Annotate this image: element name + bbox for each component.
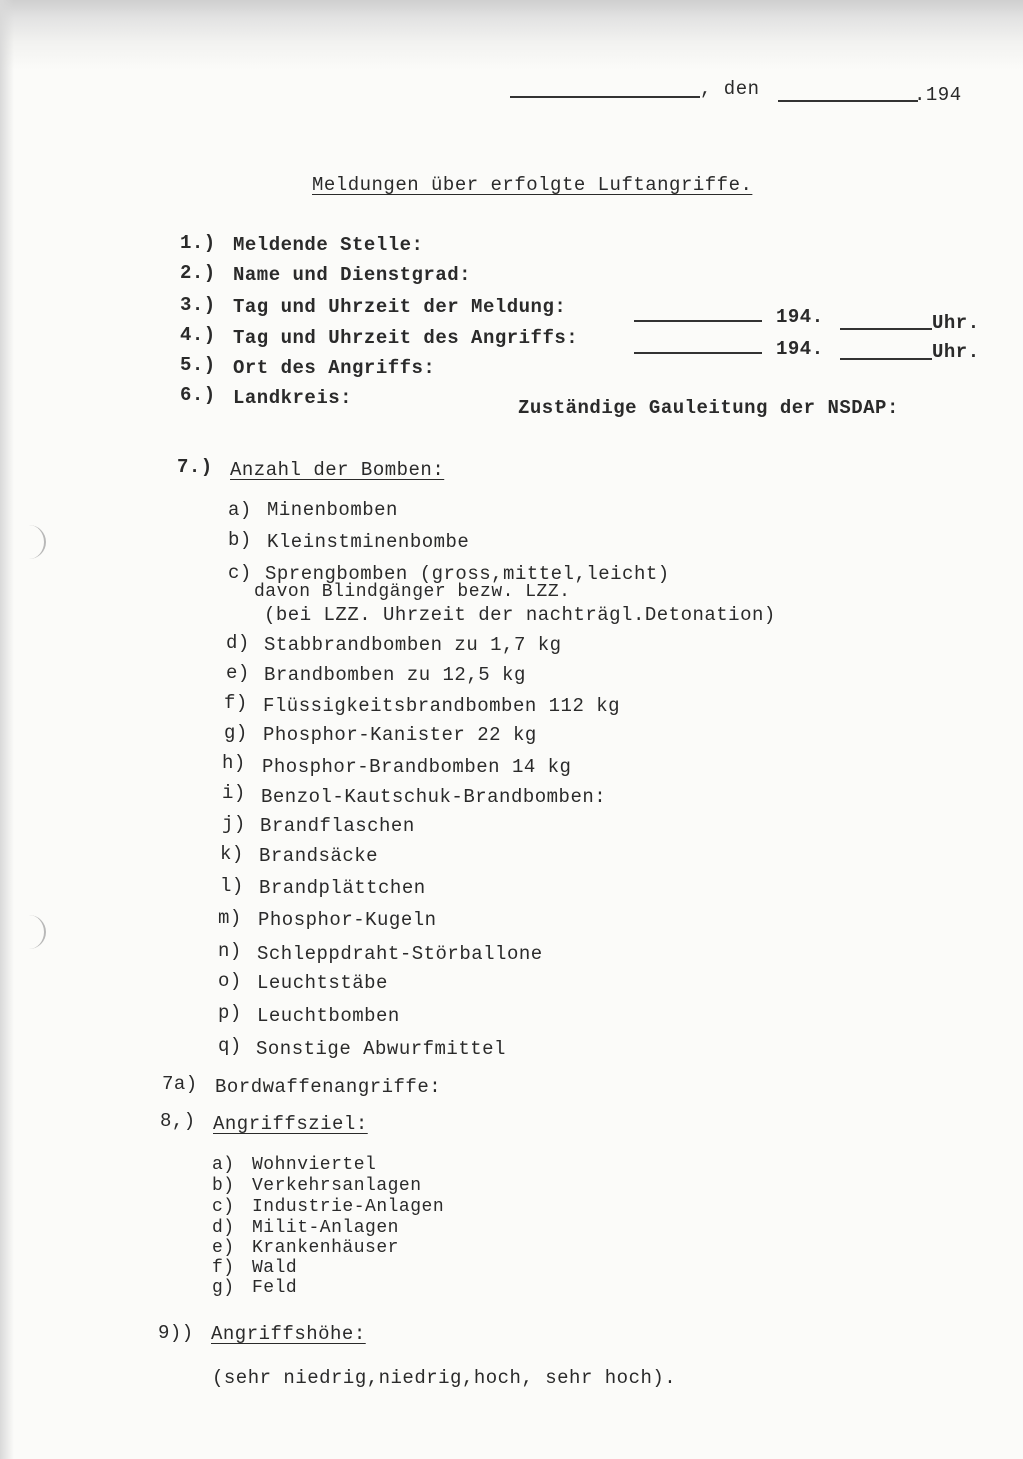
item-4-label: Tag und Uhrzeit des Angriffs:: [233, 327, 579, 349]
bomb-o-text: Leuchtstäbe: [257, 972, 388, 994]
item-5-number: 5.): [180, 354, 216, 376]
bomb-d-text: Stabbrandbomben zu 1,7 kg: [264, 634, 562, 656]
bomb-i-key: i): [222, 782, 246, 804]
item-8-label: Angriffsziel:: [213, 1113, 368, 1135]
target-a-key: a): [212, 1155, 235, 1175]
angriff-year: 194.: [776, 338, 824, 360]
item-8-number: 8,): [160, 1110, 196, 1132]
target-e-text: Krankenhäuser: [252, 1238, 399, 1258]
bomb-a-key: a): [228, 499, 252, 521]
target-e-key: e): [212, 1238, 235, 1258]
angriff-date-blank[interactable]: [634, 352, 762, 354]
bomb-h-text: Phosphor-Brandbomben 14 kg: [262, 756, 572, 778]
den-label: , den: [700, 78, 760, 100]
bomb-g-key: g): [224, 722, 248, 744]
target-g-text: Feld: [252, 1278, 298, 1298]
item-9-label: Angriffshöhe:: [211, 1323, 366, 1345]
target-d-text: Milit-Anlagen: [252, 1218, 399, 1238]
angriff-time-blank[interactable]: [840, 358, 932, 360]
bomb-h-key: h): [222, 752, 246, 774]
bomb-c-sub2: (bei LZZ. Uhrzeit der nachträgl.Detonation): [264, 604, 776, 626]
bomb-q-key: q): [218, 1035, 242, 1057]
scan-shadow: [0, 0, 1023, 70]
bomb-k-text: Brandsäcke: [259, 845, 379, 867]
meldung-uhr: Uhr.: [932, 312, 980, 334]
item-9-number: 9)): [158, 1322, 194, 1344]
bomb-e-key: e): [226, 662, 250, 684]
target-c-key: c): [212, 1197, 235, 1217]
page-title: Meldungen über erfolgte Luftangriffe.: [312, 174, 753, 196]
gauleitung-label: Zuständige Gauleitung der NSDAP:: [518, 397, 899, 419]
item-6-number: 6.): [180, 384, 216, 406]
bomb-i-text: Benzol-Kautschuk-Brandbomben:: [261, 786, 607, 808]
bomb-a-text: Minenbomben: [267, 499, 398, 521]
target-g-key: g): [212, 1278, 235, 1298]
target-d-key: d): [212, 1218, 235, 1238]
bomb-m-text: Phosphor-Kugeln: [258, 909, 437, 931]
angriffshoehe-options: (sehr niedrig,niedrig,hoch, sehr hoch).: [212, 1367, 677, 1389]
bomb-p-text: Leuchtbomben: [257, 1005, 400, 1027]
bomb-l-key: l): [220, 875, 244, 897]
meldung-time-blank[interactable]: [840, 328, 932, 330]
bomb-d-key: d): [226, 632, 250, 654]
target-b-text: Verkehrsanlagen: [252, 1176, 422, 1196]
item-2-label: Name und Dienstgrad:: [233, 264, 472, 286]
item-3-label: Tag und Uhrzeit der Meldung:: [233, 296, 567, 318]
bomb-j-text: Brandflaschen: [260, 815, 415, 837]
bomb-j-key: j): [222, 813, 246, 835]
punch-hole: [18, 915, 46, 949]
bomb-c-key: c): [228, 562, 252, 584]
bomb-m-key: m): [218, 907, 242, 929]
year-label: .194: [914, 84, 962, 106]
bomb-q-text: Sonstige Abwurfmittel: [256, 1038, 506, 1060]
punch-hole: [18, 525, 46, 559]
item-6-label: Landkreis:: [233, 387, 353, 409]
date-blank[interactable]: [778, 100, 918, 102]
bomb-p-key: p): [218, 1002, 242, 1024]
bomb-c-text: Sprengbomben (gross,mittel,leicht): [265, 563, 670, 585]
target-a-text: Wohnviertel: [252, 1155, 377, 1175]
bomb-f-key: f): [224, 692, 248, 714]
bomb-g-text: Phosphor-Kanister 22 kg: [263, 724, 537, 746]
angriff-uhr: Uhr.: [932, 341, 980, 363]
bomb-k-key: k): [220, 843, 244, 865]
item-7-label: Anzahl der Bomben:: [230, 459, 445, 481]
target-b-key: b): [212, 1176, 235, 1196]
bomb-b-key: b): [228, 529, 252, 551]
bomb-c-sub1: davon Blindgänger bezw. LZZ.: [254, 582, 571, 602]
bomb-f-text: Flüssigkeitsbrandbomben 112 kg: [263, 695, 621, 717]
meldung-year: 194.: [776, 306, 824, 328]
item-4-number: 4.): [180, 324, 216, 346]
bomb-n-key: n): [218, 940, 242, 962]
place-blank[interactable]: [510, 96, 700, 98]
item-1-label: Meldende Stelle:: [233, 234, 424, 256]
item-3-number: 3.): [180, 294, 216, 316]
item-7a-label: Bordwaffenangriffe:: [215, 1076, 442, 1098]
item-1-number: 1.): [180, 232, 216, 254]
target-f-text: Wald: [252, 1258, 298, 1278]
target-f-key: f): [212, 1258, 235, 1278]
item-7a-number: 7a): [162, 1073, 198, 1095]
target-c-text: Industrie-Anlagen: [252, 1197, 445, 1217]
bomb-n-text: Schleppdraht-Störballone: [257, 943, 543, 965]
scan-edge: [0, 0, 14, 1459]
bomb-e-text: Brandbomben zu 12,5 kg: [264, 664, 526, 686]
item-5-label: Ort des Angriffs:: [233, 357, 436, 379]
bomb-o-key: o): [218, 970, 242, 992]
item-2-number: 2.): [180, 262, 216, 284]
bomb-b-text: Kleinstminenbombe: [267, 531, 470, 553]
meldung-date-blank[interactable]: [634, 320, 762, 322]
bomb-l-text: Brandplättchen: [259, 877, 426, 899]
item-7-number: 7.): [177, 456, 213, 478]
